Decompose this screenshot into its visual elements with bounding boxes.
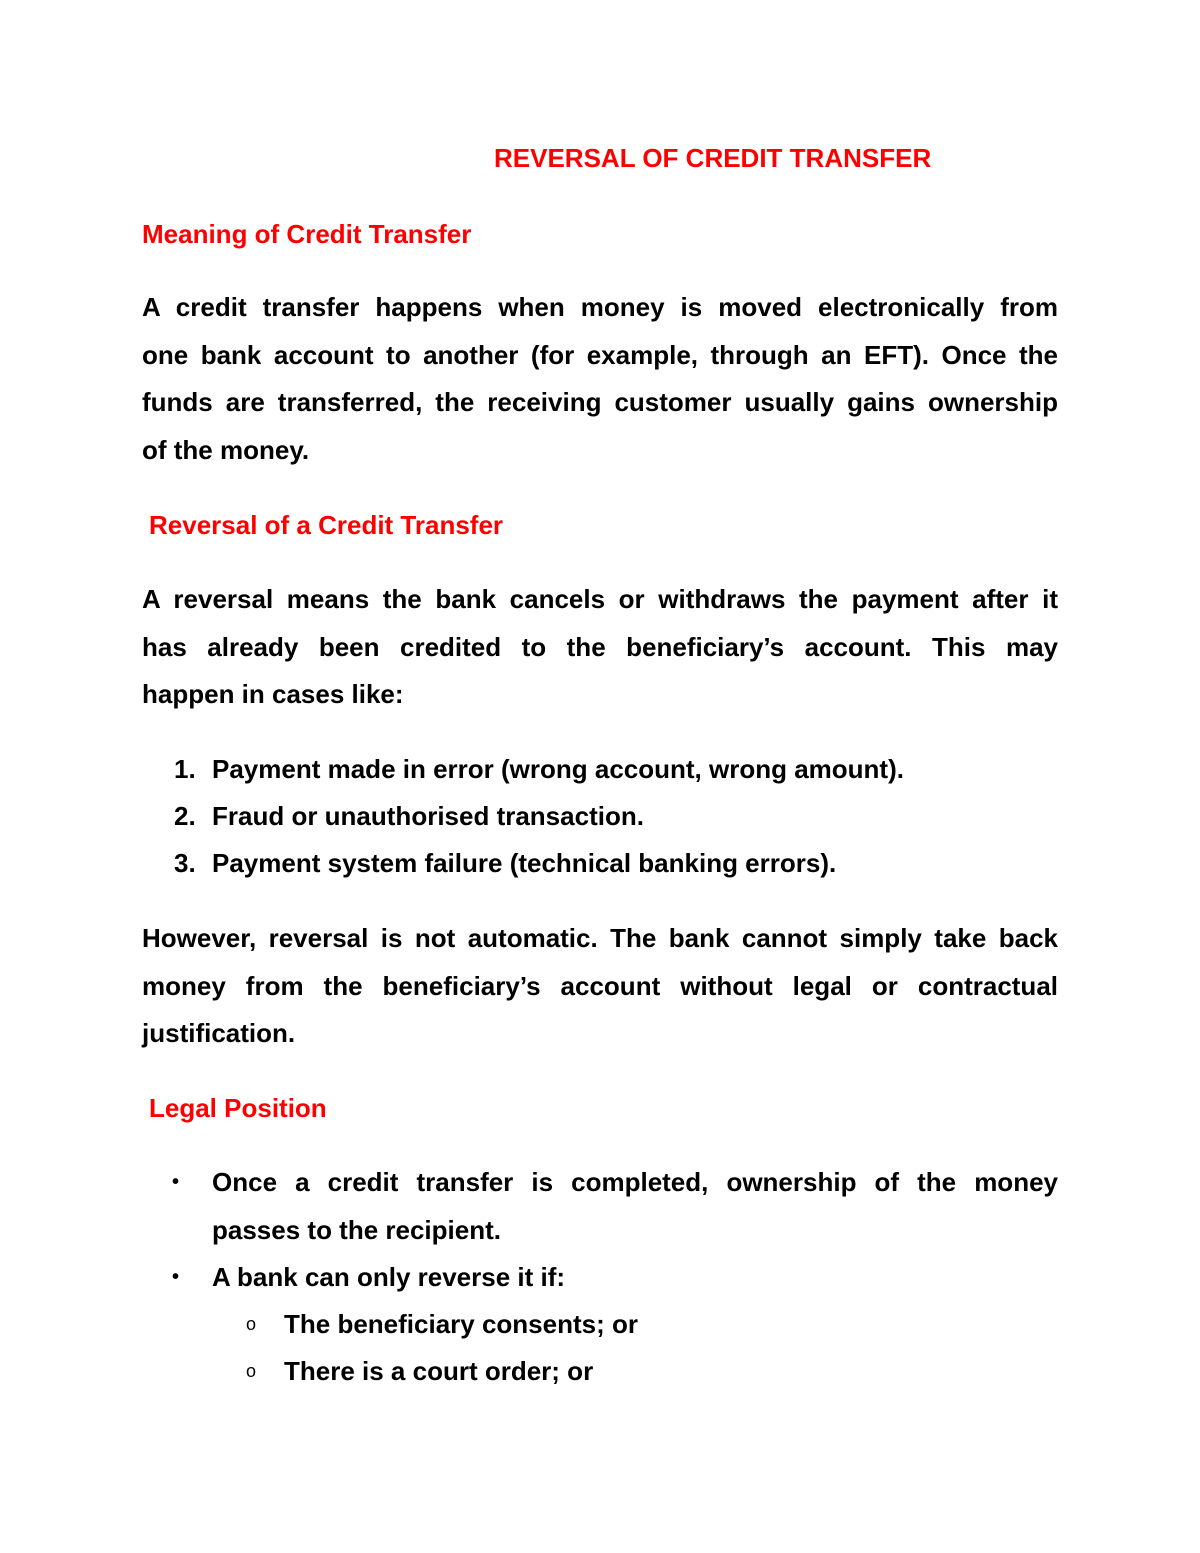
- bullet-icon: •: [172, 1171, 180, 1193]
- sub-bullet-text: There is a court order; or: [284, 1356, 594, 1386]
- bullet-text: [212, 1159, 1058, 1254]
- paragraph-line: funds are transferred, the receiving customer usually gains ownership: [142, 387, 1058, 417]
- list-number: 2.: [174, 801, 196, 831]
- list-item: [0, 746, 1200, 793]
- paragraph-line: money from the beneficiary’s account without legal or contractual: [142, 970, 1058, 1001]
- bullet-line: A bank can only reverse it if:: [212, 1262, 566, 1292]
- hollow-bullet-icon: o: [246, 1361, 257, 1381]
- list-item: [0, 840, 1200, 887]
- paragraph-line: However, reversal is not automatic. The bank cannot simply take back: [142, 923, 1058, 953]
- paragraph-line: one bank account to another (for example, through an EFT). Once the: [142, 339, 1058, 370]
- list-number: 3.: [174, 848, 196, 878]
- paragraph-line: justification.: [142, 1018, 296, 1048]
- bullet-line: passes to the recipient.: [212, 1214, 501, 1245]
- sub-bullet-text: The beneficiary consents; or: [284, 1309, 638, 1339]
- paragraph-line: of the money.: [142, 434, 310, 465]
- hollow-bullet-icon: o: [246, 1314, 257, 1334]
- paragraph-reversal: [142, 576, 1058, 719]
- bullet-text: [212, 1254, 1058, 1302]
- paragraph-line: A credit transfer happens when money is moved electronically from: [142, 292, 1058, 322]
- paragraph-line: A reversal means the bank cancels or withdraws the payment after it: [142, 584, 1058, 614]
- paragraph-line: happen in cases like:: [142, 679, 404, 709]
- list-item: [0, 793, 1200, 840]
- heading-reversal-of-credit-transfer: Reversal of a Credit Transfer: [149, 510, 504, 540]
- document-title: REVERSAL OF CREDIT TRANSFER: [494, 143, 932, 173]
- paragraph-meaning: [142, 284, 1058, 474]
- heading-legal-position: Legal Position: [149, 1093, 327, 1123]
- bullet-line: Once a credit transfer is completed, ownership of the money: [212, 1167, 1058, 1197]
- paragraph-line: has already been credited to the beneficiary’s account. This may: [142, 631, 1058, 662]
- bullet-icon: •: [172, 1266, 180, 1288]
- list-number: 1.: [174, 754, 196, 784]
- list-item-text: Fraud or unauthorised transaction.: [212, 801, 644, 831]
- heading-meaning-of-credit-transfer: Meaning of Credit Transfer: [142, 219, 472, 249]
- list-item-text: Payment system failure (technical banking errors).: [212, 848, 837, 878]
- paragraph-however: [142, 915, 1058, 1058]
- list-item-text: Payment made in error (wrong account, wrong amount).: [212, 754, 904, 784]
